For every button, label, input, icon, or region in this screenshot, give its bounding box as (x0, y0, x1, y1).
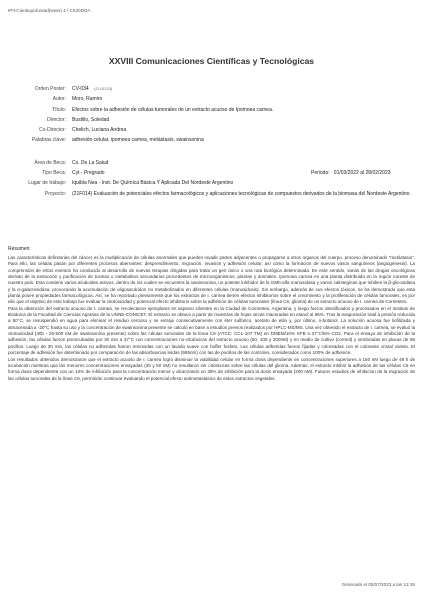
palabras-value: adhesión celular, ipomoea carnea, metástasis, swainsonina (72, 137, 204, 144)
proyecto-value: (21F014) Evaluación de potenciales efectos farmacológicos y aplicaciones tecnológicas de compuestos derivados de la biomasa del Nordeste Argentino. (72, 190, 411, 197)
lugar-label: Lugar de trabajo: (28, 180, 66, 187)
titulo-value: Efectos sobre la adhesión de células tumorales de un extracto acuoso de Ipomoea carnea. (72, 106, 274, 113)
abstract-paragraph-3: Los resultados obtenidos demostraron que el extracto acuoso de I. carnea logró disminuir la viabilidad celular en forma dosis dependiente en concentraciones superiores a 150 nM luego de 48 h de incubación mientras que las menores concentraciones ensayadas (25 y 50 nM) no resultaron ser citotóxicas sobre las células del glioma. Además, el extracto inhibió la adhesión de las células C6 en forma dosis dependiente con un 10% de inhibición para la concentración menor y alcanzando un 35% de inhibición para la dosis ensayada (200 nM). Futuros estudios de inhibición de la migración de las células tumorales de la línea C6, permitirán continuar evaluando el potencial efecto antimetastásico de estos extractos vegetales. (8, 356, 415, 381)
orden-row (8, 84, 415, 94)
director-row (8, 115, 415, 125)
palabras-row (8, 135, 415, 145)
poster-metadata (8, 84, 415, 146)
palabras-label: Palabras clave: (31, 137, 66, 144)
periodo-value: 01/03/2022 al 28/02/2023 (333, 170, 391, 177)
codirector-label: Co-Director: (39, 127, 66, 134)
proyecto-row (8, 189, 415, 199)
periodo (311, 168, 391, 178)
area-value: Cs. De La Salud (72, 160, 109, 166)
abstract-paragraph-1: Las características definitorias del cáncer es la multiplicación de células anormales que pueden invadir partes adyacentes o propagarse a otros órganos del cuerpo, proceso denominado "metástasis". Para ello, las células pasan por diferentes procesos aberrantes: desprendimiento, migración, invasión y adhesión celular, así como la formación de nuevos vasos sanguíneos (angiogénesis). La comprensión de estos eventos ha conducido al desarrollo de nuevas terapias dirigidas para tratar un gen único o una ruta biológica determinada. En este sentido, varias de las drogas oncológicas derivan de la extracción y purificación de toxinas o metabolitos secundarios procedentes de microorganismos, plantas y animales. Ipomoea carnea es una planta distribuida en la región noreste de nuestro país. Esta contiene varios alcaloides activos, dentro de los cuales se encuentra la swainsonina, un potente inhibidor de la GMII-alfa manosidasa y varios calisteginas que inhiben la β-glicosidasa y la α-galactosidasa, provocando la acumulación de oligosacáridos no metabolizados en diferentes células (manosidosis). Sin embargo, además de sus efectos tóxicos, se ha demostrado que esta planta posee propiedades farmacológicas. Así, se ha reportado previamente que los extractos de I. carnea tienen efectos inhibitorios sobre el crecimiento y la proliferación de células tumorales, es por ello que el objetivo de este trabajo fue evaluar la citotoxicidad y potencial efecto inhibitorio sobre la adhesión de células tumorales (línea C6, glioma) de un extracto acuoso de I. carnea de Corrientes. (8, 255, 415, 305)
tipo-row (8, 168, 415, 178)
area-label: Área de Beca: (34, 160, 66, 166)
codirector-value: Chelich, Luciana Andrea (72, 127, 127, 134)
lugar-row (8, 178, 415, 188)
proyecto-label: Proyecto: (44, 190, 66, 197)
generated-footer: Generado el 03/07/2023 a las 12:15 (341, 582, 415, 587)
director-value: Bustillo, Soledad (72, 116, 110, 123)
autor-label: Autor: (52, 96, 66, 103)
lugar-value: Iquibia Nea - Inst. De Química Básica Y Aplicada Del Nordeste Argentino (72, 180, 234, 187)
autor-value: Moro, Ramiro (72, 96, 103, 103)
orden-value: CV-034 (72, 86, 89, 92)
autor-row (8, 94, 415, 104)
tipo-value: Cyt - Pregrado (72, 170, 105, 177)
abstract-paragraph-2: Para la obtención del extracto acuoso de I. carnea, se recolectaron ejemplares en aspecto silvestre en la Ciudad de Corrientes, Argentina, y luego fueron identificados y procesados en el Instituto de Botánica de la Facultad de Ciencias Agrarias de la UNNE-CONICET. El extracto se obtuvo a partir de muestras de hojas secas maceradas en etanol al 96%. Tras la evaporación total a presión reducida a 50°C, se resuspendió en agua para eliminar el residuo cerooso y se extrajo consecutivamente con éter sulfúrico, acetato de etilo y, por último, n-butanol. La solución acuosa fue liofilizada y almacenada a -20°C hasta su uso y la concentración de swainsonina presente se calculó en base a estudios previos realizados por HPLC-MS/MS. Una vez obtenido el extracto de I. carnea, se evaluó la citotoxicidad (40h - 25-500 nM de swainsonina presente) sobre las células tumorales de la línea C6 (ATCC: CCL-107 TM) en DMEM/10% SFB a 37°C/5% CO2. Para el ensayo de inhibición de la adhesión, las células fueron preincubadas por 30 min a 37°C con concentraciones no-citotóxicas del extracto acuoso (50, 100 y 200nM) y en medio de cultivo (control) y sembradas en placas de 96 pocillos. Luego de 30 min, las células no adheridas fueron removidas con un lavado suave con buffer fosfato. Las células adheridas fueron fijadas y coloreadas con el colorante cristal violeta. El porcentaje de adhesión fue determinado por comparación de las absorbancias leídas (595nm) con las de pocillos de las controles, considerados como 100% de adhesión. (8, 305, 415, 356)
page-header: IPII-Cientiquo/Uwad(www) 4 / CIUDDDA (8, 8, 91, 13)
orden-label: Orden Poster: (34, 86, 66, 92)
area-row (8, 158, 415, 168)
codirector-row (8, 125, 415, 135)
orden-code: (C0-0123) (94, 86, 113, 91)
tipo-label: Tipo Beca: (42, 170, 66, 177)
abstract-body (8, 255, 415, 382)
periodo-label: Periodo: (311, 170, 330, 177)
page-title: XXVIII Comunicaciones Científicas y Tecnológicas (108, 56, 315, 66)
beca-metadata (8, 158, 415, 199)
director-label: Director: (47, 116, 66, 123)
titulo-label: Título: (52, 106, 66, 113)
titulo-row (8, 105, 415, 115)
abstract-heading: Resumen: (8, 246, 31, 252)
